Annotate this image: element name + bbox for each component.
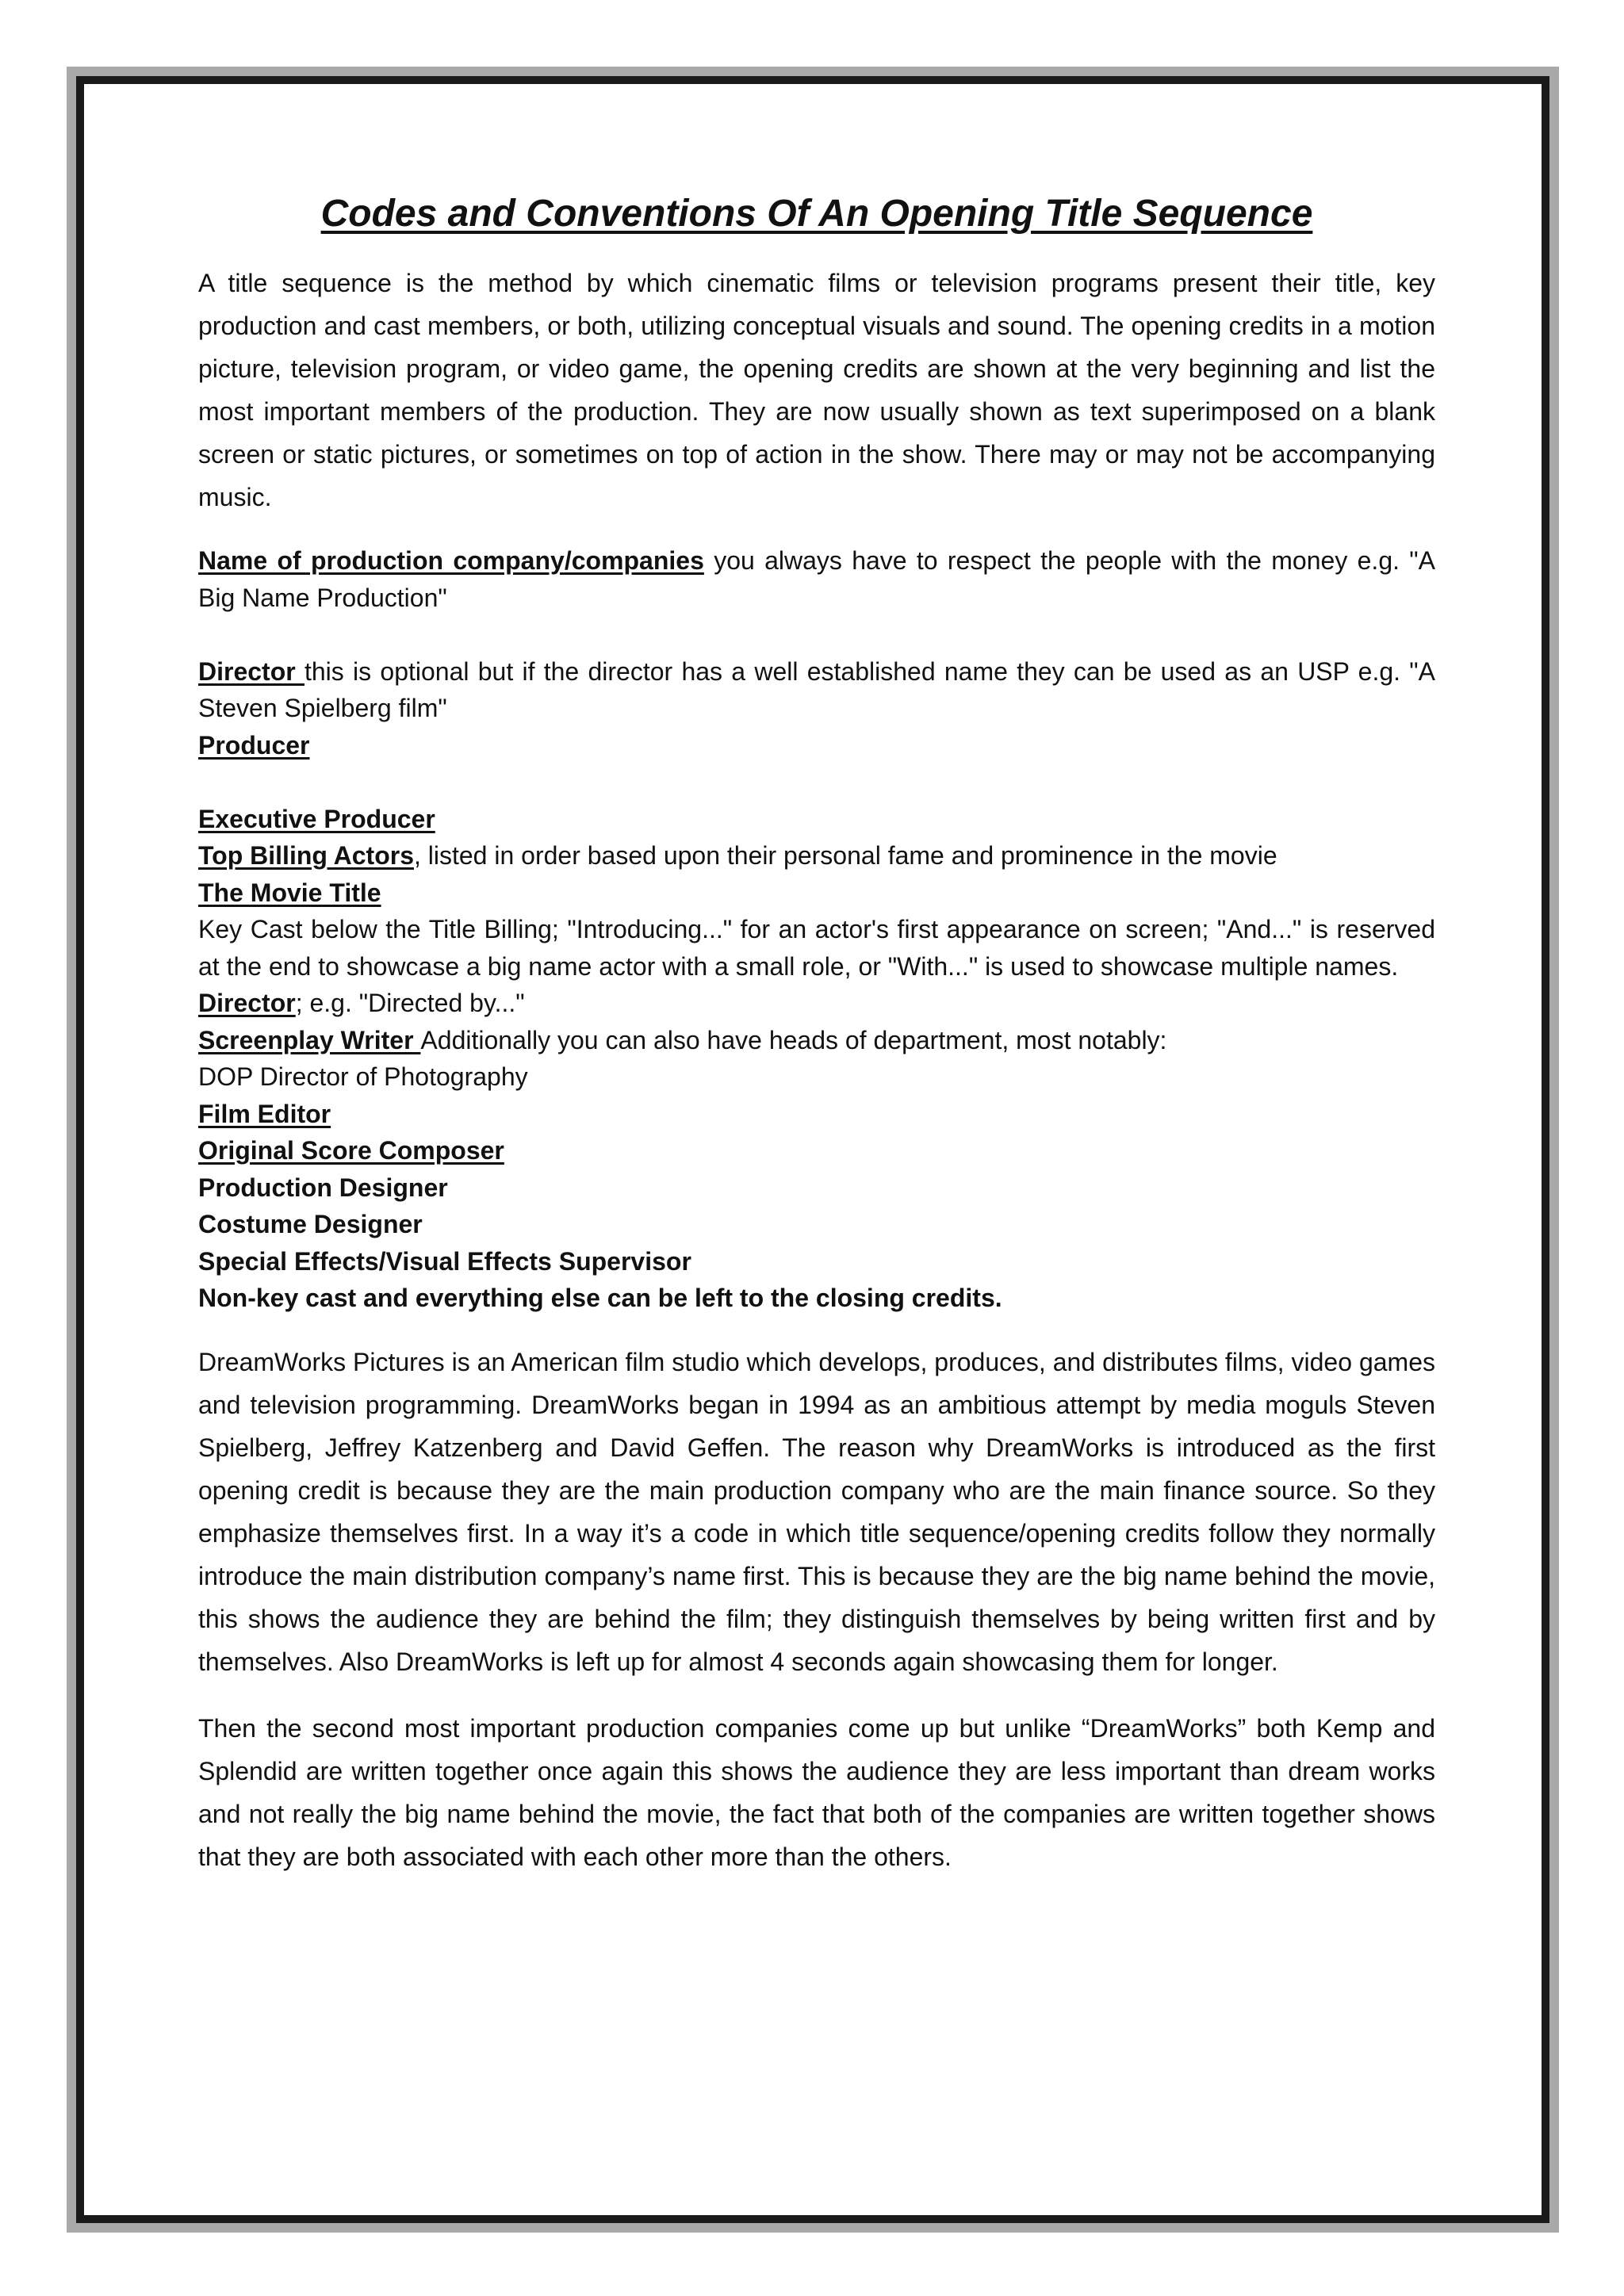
credit-dop: DOP Director of Photography bbox=[198, 1062, 528, 1091]
credit-key-cast: Key Cast below the Title Billing; "Introducing..." for an actor's first appearance on screen; "And..." is reserved at the end to showcase a big name actor with a small role, or "With..." is used to showcase multiple names. bbox=[198, 915, 1435, 981]
blank-line bbox=[198, 763, 1435, 801]
credit-film-editor: Film Editor bbox=[198, 1099, 331, 1128]
credit-score-composer: Original Score Composer bbox=[198, 1136, 504, 1165]
credit-description: you always have to respect the people with the money e.g. "A Big Name Production" bbox=[198, 546, 1436, 612]
credit-costume-designer: Costume Designer bbox=[198, 1210, 423, 1238]
credit-director bbox=[198, 985, 1435, 1022]
intro-paragraph: A title sequence is the method by which cinematic films or television programs present their title, key production and cast members, or both, utilizing conceptual visuals and sound. The opening credits in a motion picture, television program, or video game, the opening credits are shown at the very beginning and list the most important members of the production. They are now usually shown as text superimposed on a blank screen or static pictures, or sometimes on top of action in the show. There may or may not be accompanying music. bbox=[198, 269, 1435, 511]
credit-description: this is optional but if the director has a well established name they can be used as an USP e.g. "A Steven Spielberg film" bbox=[198, 656, 1436, 722]
document-title: Codes and Conventions Of An Opening Title Sequence bbox=[320, 193, 1313, 235]
credit-production-designer: Production Designer bbox=[198, 1173, 448, 1202]
document-content bbox=[198, 190, 1435, 1902]
credit-label: Director bbox=[198, 989, 296, 1017]
credit-label: Top Billing Actors bbox=[198, 841, 414, 870]
credit-executive-producer: Executive Producer bbox=[198, 804, 435, 833]
credit-movie-title: The Movie Title bbox=[198, 878, 381, 907]
credits-list bbox=[198, 542, 1435, 1317]
blank-line bbox=[198, 616, 1435, 653]
dreamworks-paragraph: DreamWorks Pictures is an American film studio which develops, produces, and distributes films, video games and television programming. DreamWorks began in 1994 as an ambitious attempt by media moguls Steven Spielberg, Jeffrey Katzenberg and David Geffen. The reason why DreamWorks is introduced as the first opening credit is because they are the main production company who are the main finance source. So they emphasize themselves first. In a way it’s a code in which title sequence/opening credits follow they normally introduce the main distribution company’s name first. This is because they are the big name behind the movie, this shows the audience they are behind the film; they distinguish themselves by being written first and by themselves. Also DreamWorks is left up for almost 4 seconds again showcasing them for longer. bbox=[198, 1347, 1435, 1676]
credit-description: ; e.g. "Directed by..." bbox=[295, 989, 525, 1017]
credit-producer: Producer bbox=[198, 730, 310, 760]
credit-label: Director bbox=[198, 656, 304, 686]
credit-label: Screenplay Writer bbox=[198, 1025, 421, 1054]
credit-description: , listed in order based upon their personal fame and prominence in the movie bbox=[413, 841, 1277, 870]
credit-effects-supervisor: Special Effects/Visual Effects Supervisor bbox=[198, 1246, 691, 1276]
credit-closing-note: Non-key cast and everything else can be left to the closing credits. bbox=[198, 1284, 1002, 1312]
credit-label: Name of production company/companies bbox=[198, 546, 704, 575]
credit-production-company bbox=[198, 542, 1435, 616]
credit-screenplay-writer bbox=[198, 1022, 1435, 1059]
credit-description: Additionally you can also have heads of department, most notably: bbox=[420, 1025, 1167, 1054]
credit-top-billing bbox=[198, 837, 1435, 874]
credit-director-usp bbox=[198, 653, 1435, 727]
second-paragraph: Then the second most important production companies come up but unlike “DreamWorks” both Kemp and Splendid are written together once again this shows the audience they are less important than dream works and not really the big name behind the movie, the fact that both of the companies are written together shows that they are both associated with each other more than the others. bbox=[198, 1713, 1435, 1871]
